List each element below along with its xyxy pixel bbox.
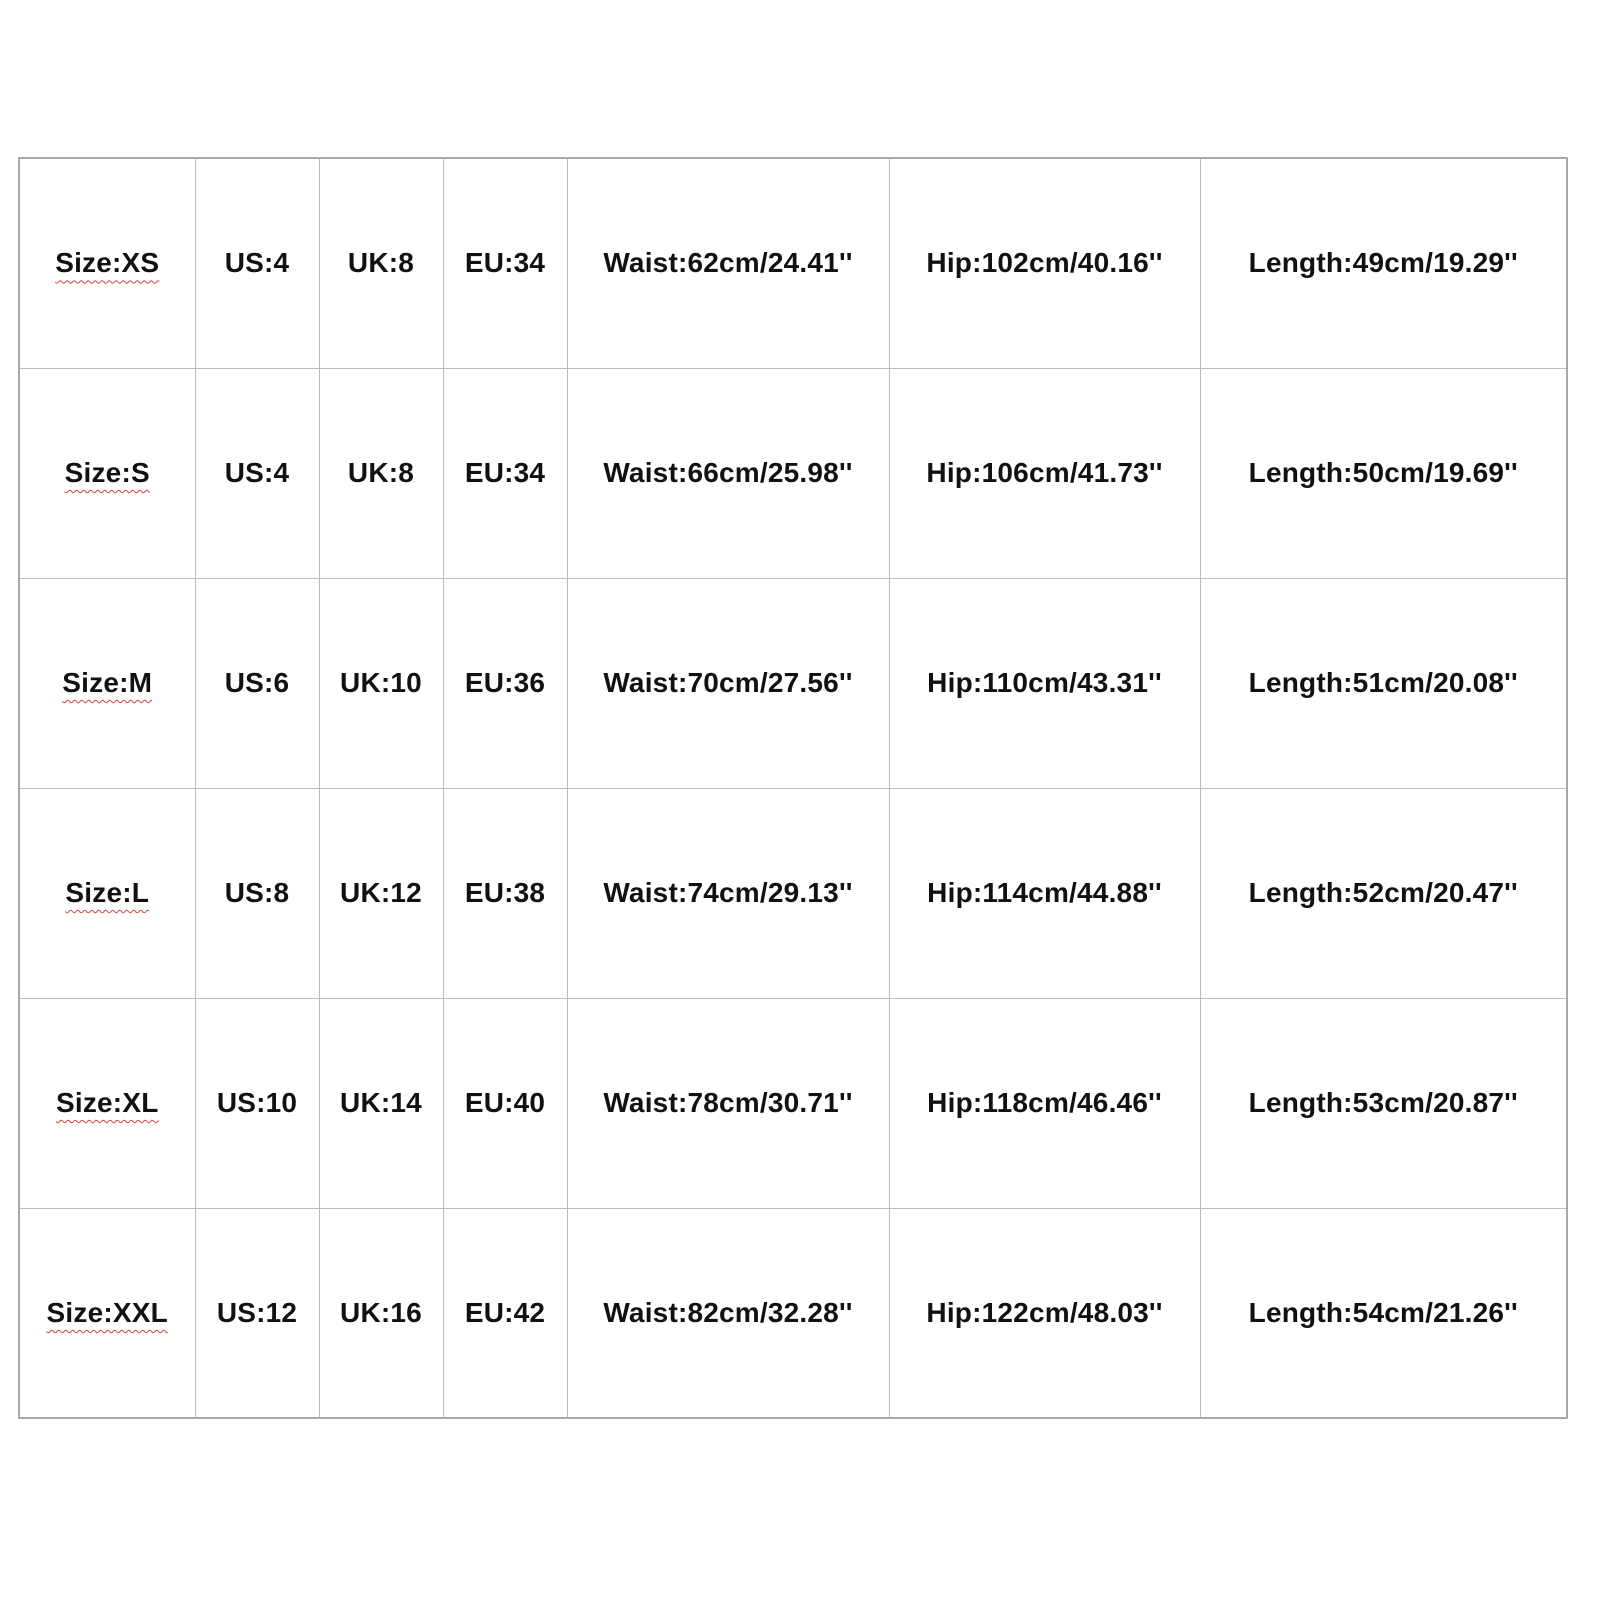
eu-size-cell: EU:42: [443, 1208, 567, 1418]
eu-size-cell: EU:36: [443, 578, 567, 788]
eu-size-cell: EU:34: [443, 158, 567, 368]
us-size-cell: US:12: [195, 1208, 319, 1418]
eu-size-cell: EU:38: [443, 788, 567, 998]
size-cell: [19, 158, 195, 368]
hip-cell: Hip:122cm/48.03'': [889, 1208, 1200, 1418]
table-row: [19, 368, 1567, 578]
hip-cell: Hip:110cm/43.31'': [889, 578, 1200, 788]
size-label: Size:S: [64, 457, 150, 488]
size-label: Size:XXL: [46, 1296, 168, 1328]
hip-cell: Hip:118cm/46.46'': [889, 998, 1200, 1208]
table-row: [19, 788, 1567, 998]
eu-size-cell: EU:40: [443, 998, 567, 1208]
eu-size-cell: EU:34: [443, 368, 567, 578]
size-cell: [19, 788, 195, 998]
size-label: Size:XL: [55, 1087, 159, 1118]
hip-cell: Hip:114cm/44.88'': [889, 788, 1200, 998]
waist-cell: Waist:74cm/29.13'': [567, 788, 889, 998]
waist-cell: Waist:70cm/27.56'': [567, 578, 889, 788]
size-label: Size:M: [62, 667, 153, 698]
size-chart-table: [18, 157, 1568, 1419]
uk-size-cell: UK:16: [319, 1208, 443, 1418]
uk-size-cell: UK:10: [319, 578, 443, 788]
hip-cell: Hip:102cm/40.16'': [889, 158, 1200, 368]
hip-cell: Hip:106cm/41.73'': [889, 368, 1200, 578]
size-label: Size:L: [65, 877, 150, 908]
waist-cell: Waist:82cm/32.28'': [567, 1208, 889, 1418]
waist-cell: Waist:66cm/25.98'': [567, 368, 889, 578]
size-cell: [19, 1208, 195, 1418]
table-row: [19, 1208, 1567, 1418]
size-label: Size:XS: [55, 247, 160, 279]
size-cell: [19, 368, 195, 578]
length-cell: Length:54cm/21.26'': [1200, 1208, 1567, 1418]
size-cell: [19, 578, 195, 788]
table-row: [19, 158, 1567, 368]
size-cell: [19, 998, 195, 1208]
length-cell: Length:52cm/20.47'': [1200, 788, 1567, 998]
uk-size-cell: UK:8: [319, 158, 443, 368]
waist-cell: Waist:78cm/30.71'': [567, 998, 889, 1208]
us-size-cell: US:8: [195, 788, 319, 998]
table-row: [19, 578, 1567, 788]
us-size-cell: US:4: [195, 158, 319, 368]
waist-cell: Waist:62cm/24.41'': [567, 158, 889, 368]
length-cell: Length:49cm/19.29'': [1200, 158, 1567, 368]
us-size-cell: US:4: [195, 368, 319, 578]
us-size-cell: US:6: [195, 578, 319, 788]
us-size-cell: US:10: [195, 998, 319, 1208]
length-cell: Length:53cm/20.87'': [1200, 998, 1567, 1208]
length-cell: Length:50cm/19.69'': [1200, 368, 1567, 578]
table-row: [19, 998, 1567, 1208]
uk-size-cell: UK:14: [319, 998, 443, 1208]
uk-size-cell: UK:12: [319, 788, 443, 998]
uk-size-cell: UK:8: [319, 368, 443, 578]
length-cell: Length:51cm/20.08'': [1200, 578, 1567, 788]
